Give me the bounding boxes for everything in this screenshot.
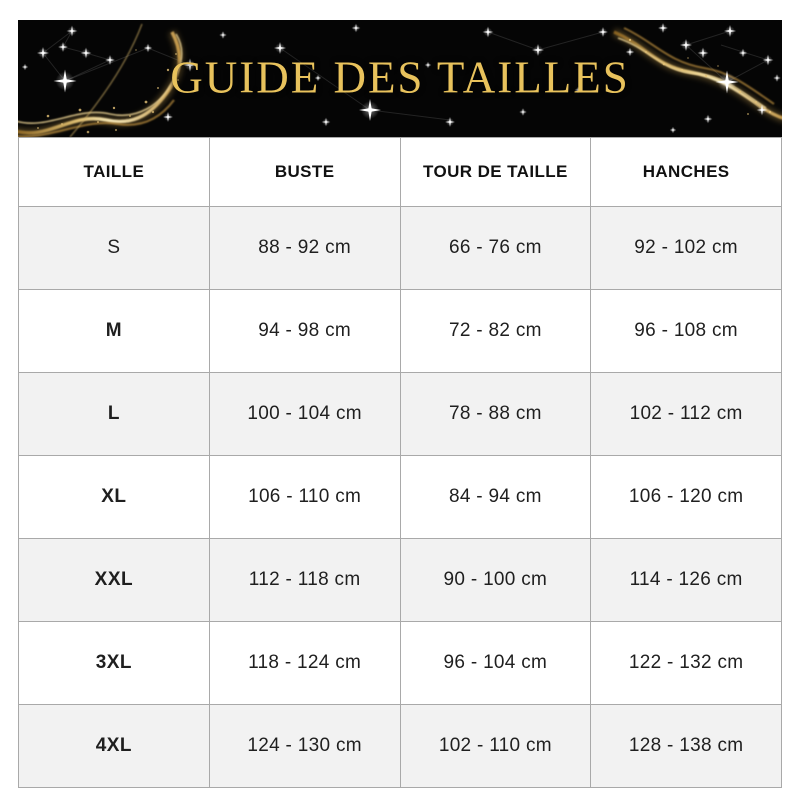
measurement-cell: 106 - 120 cm [591,456,782,539]
measurement-cell: 106 - 110 cm [209,456,400,539]
column-header-2: TOUR DE TAILLE [400,138,591,207]
table-row [19,290,782,373]
size-label-cell: XXL [19,539,210,622]
table-row [19,622,782,705]
measurement-cell: 118 - 124 cm [209,622,400,705]
size-table [18,137,782,788]
table-row [19,539,782,622]
measurement-cell: 90 - 100 cm [400,539,591,622]
size-label-cell: 4XL [19,705,210,788]
page-title: GUIDE DES TAILLES [170,51,630,102]
table-row [19,705,782,788]
measurement-cell: 102 - 112 cm [591,373,782,456]
size-label-cell: M [19,290,210,373]
measurement-cell: 96 - 104 cm [400,622,591,705]
size-label-cell: 3XL [19,622,210,705]
measurement-cell: 124 - 130 cm [209,705,400,788]
column-header-1: BUSTE [209,138,400,207]
measurement-cell: 94 - 98 cm [209,290,400,373]
column-header-3: HANCHES [591,138,782,207]
measurement-cell: 92 - 102 cm [591,207,782,290]
size-label-cell: XL [19,456,210,539]
table-row [19,373,782,456]
table-header-row [19,138,782,207]
measurement-cell: 112 - 118 cm [209,539,400,622]
measurement-cell: 72 - 82 cm [400,290,591,373]
size-label-cell: L [19,373,210,456]
size-label-cell: S [19,207,210,290]
measurement-cell: 102 - 110 cm [400,705,591,788]
measurement-cell: 96 - 108 cm [591,290,782,373]
column-header-0: TAILLE [19,138,210,207]
banner [18,20,782,137]
measurement-cell: 84 - 94 cm [400,456,591,539]
measurement-cell: 100 - 104 cm [209,373,400,456]
measurement-cell: 78 - 88 cm [400,373,591,456]
measurement-cell: 122 - 132 cm [591,622,782,705]
measurement-cell: 88 - 92 cm [209,207,400,290]
measurement-cell: 114 - 126 cm [591,539,782,622]
measurement-cell: 128 - 138 cm [591,705,782,788]
table-row [19,207,782,290]
table-row [19,456,782,539]
measurement-cell: 66 - 76 cm [400,207,591,290]
